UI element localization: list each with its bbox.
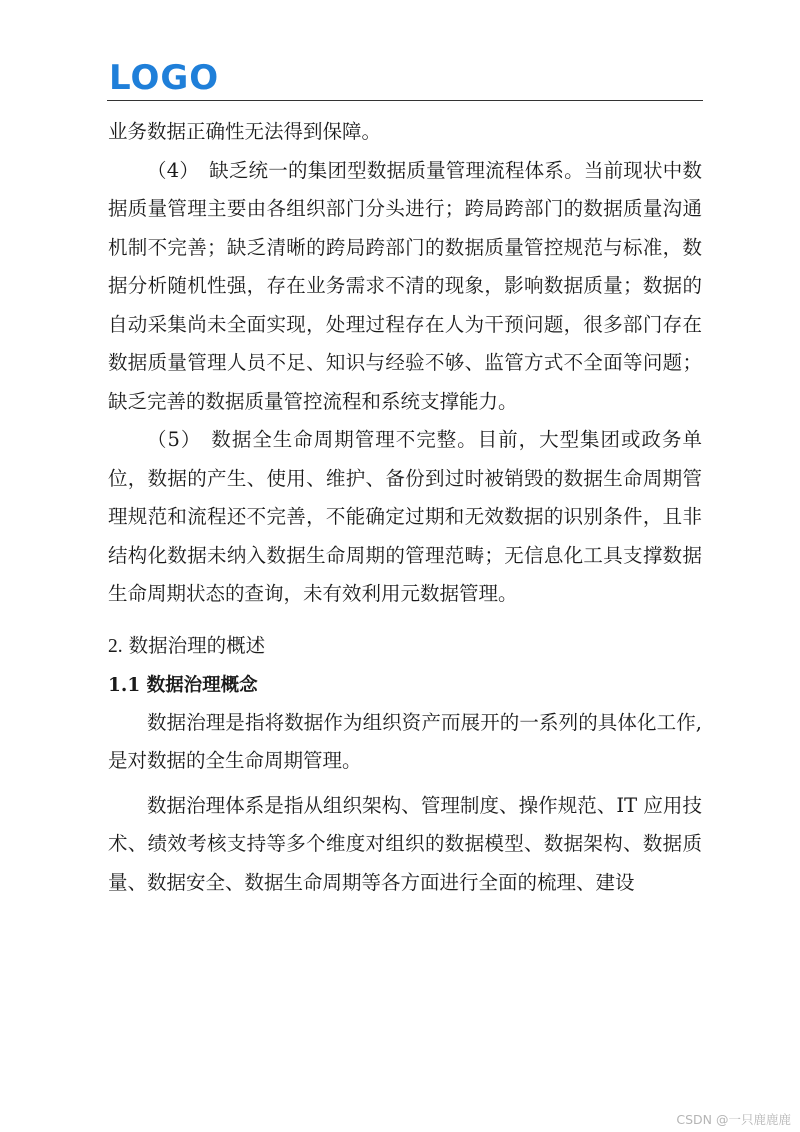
list-number: （5） (147, 428, 202, 451)
paragraph-definition: 数据治理是指将数据作为组织资产而展开的一系列的具体化工作,是对数据的全生命周期管理。 (108, 710, 702, 772)
section-number: 2. (108, 635, 123, 657)
section-heading (108, 627, 702, 666)
logo: LOGO (109, 58, 220, 98)
page-header (107, 58, 703, 101)
paragraph-governance-system: 数据治理体系是指从组织架构、管理制度、操作规范、IT 应用技术、绩效考核支持等多个维度对组织的数据模型、数据架构、数据质量、数据安全、数据生命周期等各方面进行全面的梳理、建设 (108, 793, 702, 894)
paragraph-item-5 (108, 421, 702, 614)
document-body (108, 113, 702, 902)
paragraph-item-4 (108, 152, 702, 422)
paragraph-text: 缺乏统一的集团型数据质量管理流程体系。当前现状中数据质量管理主要由各组织部门分头进行；跨局跨部门的数据质量沟通机制不完善；缺乏清晰的跨局跨部门的数据质量管控规范与标准，数据分析随机性强，存在业务需求不清的现象，影响数据质量；数据的自动采集尚未全面实现，处理过程存在人为干预问题，很多部门存在数据质量管理人员不足、知识与经验不够、监管方式不全面等问题；缺乏完善的数据质量管控流程和系统支撑能力。 (108, 158, 702, 413)
paragraph-text: 数据全生命周期管理不完整。目前，大型集团或政务单位，数据的产生、使用、维护、备份到过时被销毁的数据生命周期管理规范和流程还不完善，不能确定过期和无效数据的识别条件，且非结构化数据未纳入数据生命周期的管理范畴；无信息化工具支撑数据生命周期状态的查询，未有效利用元数据管理。 (108, 428, 702, 605)
paragraph-continuation: 业务数据正确性无法得到保障。 (108, 120, 382, 143)
watermark: CSDN @一只鹿鹿鹿 (676, 1112, 791, 1127)
section-title: 数据治理的概述 (128, 633, 266, 657)
subsection-heading: 1.1 数据治理概念 (108, 674, 258, 696)
list-number: （4） (147, 158, 200, 182)
